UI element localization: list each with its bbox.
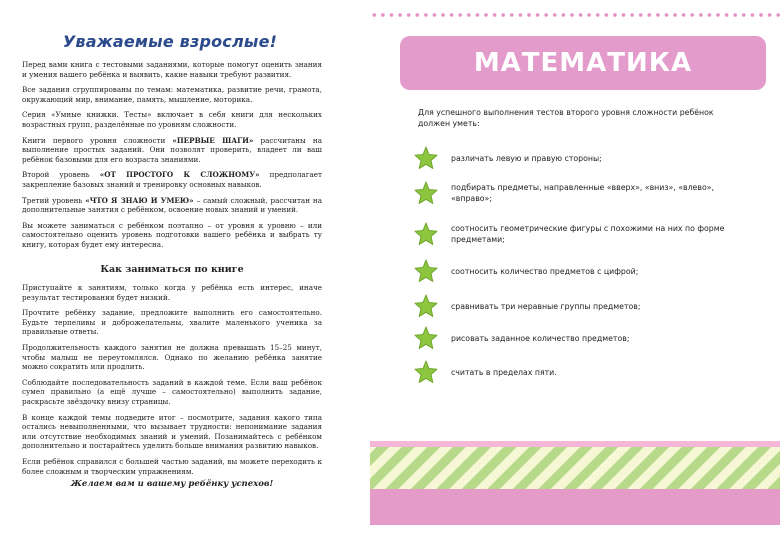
level-3-name: «ЧТО Я ЗНАЮ И УМЕЮ» bbox=[85, 195, 194, 205]
closing-wish: Желаем вам и вашему ребёнку успехов! bbox=[70, 479, 274, 489]
section-heading: Как заниматься по книге bbox=[100, 264, 244, 275]
skill-text: различать левую и правую стороны; bbox=[451, 153, 602, 163]
level-2-paragraph bbox=[22, 170, 322, 189]
skill-item bbox=[414, 294, 734, 322]
text: Второй уровень bbox=[22, 170, 100, 180]
star-icon bbox=[414, 326, 438, 350]
paragraph: В конце каждой темы подведите итог – посмотрите, задания какого типа остались невыполненными, что вызывает трудности: непонимание задания или отсутствие необходимых знаний и умений. Позанимайтесь с ребёнком дополнительно и постарайтесь уделить больше внимания развитию навыков. bbox=[22, 412, 322, 451]
section-banner bbox=[400, 36, 766, 90]
skill-item bbox=[414, 259, 734, 287]
how-to-block bbox=[22, 283, 322, 482]
paragraph: Если ребёнок справился с большей частью заданий, вы можете переходить к более сложным и творческим упражнениям. bbox=[22, 456, 322, 476]
text: Третий уровень bbox=[22, 195, 86, 205]
skill-text: считать в пределах пяти. bbox=[451, 367, 557, 377]
skill-text: соотносить количество предметов с цифрой; bbox=[451, 266, 639, 276]
paragraph: Все задания сгруппированы по темам: математика, развитие речи, грамота, окружающий мир, внимание, память, мышление, моторика. bbox=[22, 85, 322, 104]
skill-item bbox=[414, 181, 734, 209]
level-1-name: «ПЕРВЫЕ ШАГИ» bbox=[172, 135, 254, 145]
bottom-bar bbox=[370, 489, 780, 525]
level-2-name: «ОТ ПРОСТОГО К СЛОЖНОМУ» bbox=[99, 170, 260, 180]
striped-band bbox=[370, 447, 780, 489]
star-icon bbox=[414, 181, 438, 205]
skill-item bbox=[414, 222, 734, 250]
dotted-border bbox=[370, 12, 780, 18]
paragraph: Серия «Умные книжки. Тесты» включает в себя книги для нескольких возрастных групп, разделённые по уровням сложности. bbox=[22, 110, 322, 129]
skill-item bbox=[414, 146, 734, 174]
paragraph: Приступайте к занятиям, только когда у ребёнка есть интерес, иначе результат тестирования будет низкий. bbox=[22, 283, 322, 302]
star-icon bbox=[414, 259, 438, 283]
text: рассчитаны на выполнение простых заданий. Они позволят проверить, владеет ли ваш ребёнок базовыми для его возраста знаниями. bbox=[22, 135, 322, 164]
star-icon bbox=[414, 222, 438, 246]
skills-intro: Для успешного выполнения тестов второго уровня сложности ребёнок должен уметь: bbox=[418, 108, 714, 128]
skill-text: подбирать предметы, направленные «вверх», «вниз», «влево», «вправо»; bbox=[451, 183, 714, 203]
star-icon bbox=[414, 146, 438, 170]
skill-item bbox=[414, 326, 734, 354]
page-title: Уважаемые взрослые! bbox=[62, 32, 278, 51]
star-icon bbox=[414, 360, 438, 384]
text: предполагает закрепление базовых знаний и тренировку основных навыков. bbox=[22, 170, 322, 189]
banner-title: МАТЕМАТИКА bbox=[473, 48, 693, 78]
intro-text-block bbox=[22, 60, 322, 256]
paragraph: Соблюдайте последовательность заданий в каждой теме. Если ваш ребёнок сумел правильно (а ещё лучше – самостоятельно) выполнить задание, раскрасьте звёздочку внизу страницы. bbox=[22, 377, 322, 406]
level-1-paragraph bbox=[22, 136, 322, 165]
level-3-paragraph bbox=[22, 196, 322, 215]
text: Книги первого уровня сложности bbox=[22, 135, 173, 145]
skill-text: рисовать заданное количество предметов; bbox=[451, 333, 630, 343]
star-icon bbox=[414, 294, 438, 318]
skill-item bbox=[414, 360, 734, 388]
paragraph: Перед вами книга с тестовыми заданиями, которые помогут оценить знания и умения вашего ребёнка и выявить, какие навыки требуют развития. bbox=[22, 60, 322, 79]
paragraph: Продолжительность каждого занятия не должна превышать 15–25 минут, чтобы малыш не переутомлялся. Однако по желанию ребёнка занятие можно сократить или продлить. bbox=[22, 342, 322, 372]
skill-text: соотносить геометрические фигуры с похожими на них по форме предметами; bbox=[451, 224, 725, 244]
text: – самый сложный, рассчитан на дополнительные занятия с ребёнком, освоение новых знаний и умений. bbox=[22, 195, 323, 215]
paragraph: Вы можете заниматься с ребёнком поэтапно – от уровня к уровню – или самостоятельно оценить уровень подготовки вашего ребёнка и выбрать ту книгу, которая будет ему интересна. bbox=[22, 220, 322, 249]
skill-text: сравнивать три неравные группы предметов; bbox=[451, 301, 641, 311]
paragraph: Прочтите ребёнку задание, предложите выполнить его самостоятельно. Будьте терпеливы и доброжелательны, хвалите маленького ученика за правильные ответы. bbox=[22, 308, 322, 337]
